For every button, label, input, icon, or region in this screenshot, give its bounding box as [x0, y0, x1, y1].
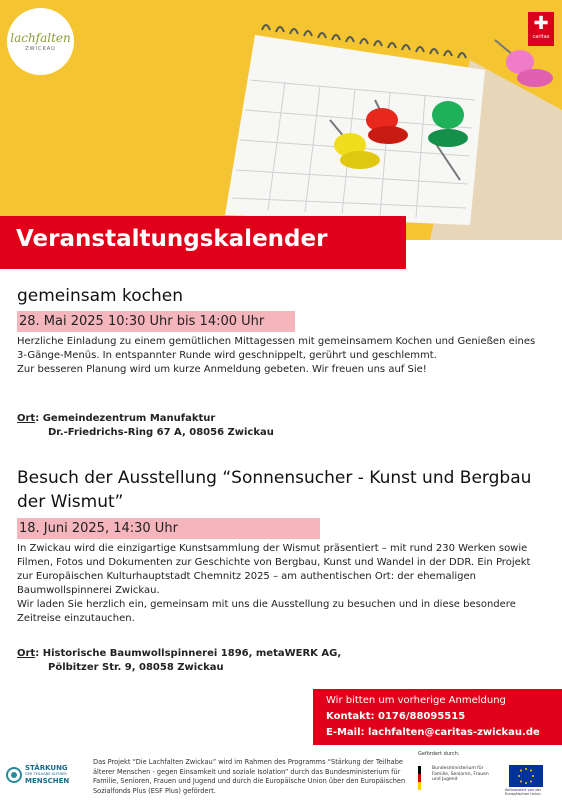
event-1-paragraph: Zur besseren Planung wird um kurze Anmeldung gebeten. Wir freuen uns auf Sie!	[17, 364, 427, 375]
logo-wordmark: lachfalten	[10, 30, 71, 45]
eu-logo	[505, 762, 557, 798]
caritas-label: caritas	[532, 34, 550, 40]
event-2-paragraph: In Zwickau wird die einzigartige Kunstsammlung der Wismut präsentiert – mit rund 230 Werken sowie Filmen, Fotos und Dokumenten zur Geschichte von Bergbau, Kunst und Wandel in der DDR. Ein Projekt zur Europäischen Kulturhauptstadt Chemnitz 2025 – am authentischen Ort: der ehemaligen Baumwollspinnerei Zwickau.	[17, 543, 531, 596]
funded-by-label: Gefördert durch:	[418, 751, 460, 757]
event-1-location: Ort: Gemeindezentrum Manufaktur Dr.-Friedrichs-Ring 67 A, 08056 Zwickau	[17, 413, 274, 438]
funding-notice: Das Projekt “Die Lachfalten Zwickau” wird im Rahmen des Programms “Stärkung der Teilhabe älterer Menschen - gegen Einsamkeit und soziale Isolation” durch das Bundesministerium für Familie, Senioren, Frauen und Jugend und durch die Europäische Union über den Europäischen Sozialfonds Plus (ESF Plus) gefördert.	[93, 758, 406, 795]
logo-subline: ZWICKAU	[25, 45, 56, 52]
eu-flag-icon	[509, 765, 543, 787]
event-2-date: 18. Juni 2025, 14:30 Uhr	[17, 518, 320, 539]
staerkung-circle-icon	[5, 766, 23, 784]
federal-flag-icon	[418, 766, 428, 790]
staerkung-line2: DER TEILHABE ÄLTERER	[25, 772, 67, 776]
location-address: Pölbitzer Str. 9, 08058 Zwickau	[48, 662, 224, 673]
staerkung-line3: MENSCHEN	[25, 777, 70, 785]
calendar-pins-illustration	[0, 0, 562, 240]
lachfalten-logo	[7, 8, 74, 75]
page-title: Veranstaltungskalender	[16, 226, 328, 252]
contact-email[interactable]: E-Mail: lachfalten@caritas-zwickau.de	[326, 727, 540, 738]
hero-image	[0, 0, 562, 240]
event-2-description	[17, 542, 537, 626]
location-label: Ort	[17, 648, 36, 659]
staerkung-line1: STÄRKUNG	[25, 764, 68, 772]
contact-box	[313, 689, 562, 745]
bmfsfj-label: Bundesministerium für Familie, Senioren, Frauen und Jugend	[432, 766, 489, 782]
location-name: Gemeindezentrum Manufaktur	[42, 413, 216, 424]
event-1-description	[17, 335, 537, 377]
eu-label: Kofinanziert von der Europäischen Union	[505, 788, 542, 797]
location-name: Historische Baumwollspinnerei 1896, metaWERK AG,	[42, 648, 342, 659]
contact-phone[interactable]: Kontakt: 0176/88095515	[326, 711, 466, 722]
staerkung-logo	[5, 762, 75, 798]
caritas-cross-icon: ✚	[533, 13, 549, 34]
location-address: Dr.-Friedrichs-Ring 67 A, 08056 Zwickau	[48, 427, 274, 438]
event-1-paragraph: Herzliche Einladung zu einem gemütlichen Mittagessen mit gemeinsamem Kochen und Genießen eines 3-Gänge-Menüs. In entspannter Runde wird geschnippelt, gerührt und geschlemmt.	[17, 336, 536, 361]
event-1-date: 28. Mai 2025 10:30 Uhr bis 14:00 Uhr	[17, 311, 295, 332]
event-2-title: Besuch der Ausstellung “Sonnensucher - Kunst und Bergbau der Wismut”	[17, 468, 532, 512]
event-2-paragraph: Wir laden Sie herzlich ein, gemeinsam mit uns die Ausstellung zu besuchen und in diese besondere Zeitreise einzutauchen.	[17, 599, 516, 624]
registration-note: Wir bitten um vorherige Anmeldung	[326, 695, 506, 706]
event-2-location: Ort: Historische Baumwollspinnerei 1896, metaWERK AG, Pölbitzer Str. 9, 08058 Zwickau	[17, 648, 342, 673]
title-band	[0, 216, 406, 269]
bmfsfj-logo	[418, 762, 498, 798]
caritas-logo	[528, 12, 554, 46]
event-1-title: gemeinsam kochen	[17, 286, 183, 306]
location-label: Ort	[17, 413, 36, 424]
